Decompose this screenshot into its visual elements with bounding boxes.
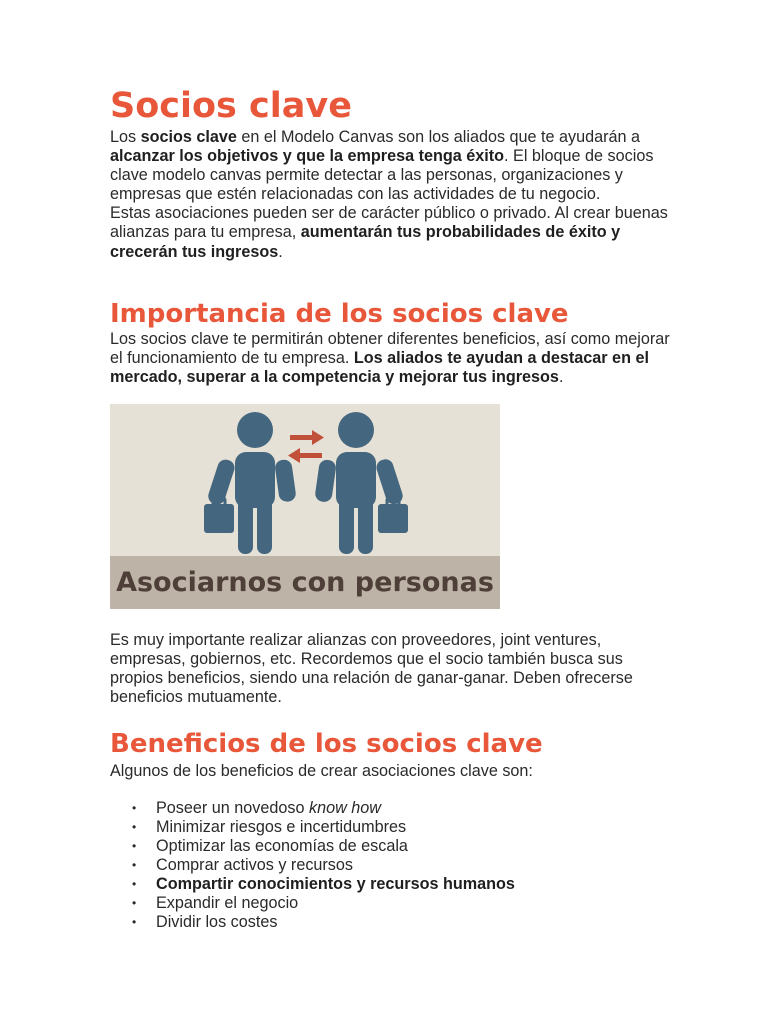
intro-bold-goal: alcanzar los objetivos y que la empresa tenga éxito [110, 147, 505, 166]
benefit-item [110, 856, 670, 875]
benefit-item [110, 837, 670, 856]
bullet-icon: • [132, 858, 137, 872]
benefits-heading: Beneficios de los socios clave [110, 729, 543, 759]
benefits-list [110, 799, 670, 932]
benefit-text: Minimizar riesgos e incertidumbres [156, 818, 407, 836]
benefit-item [110, 818, 670, 837]
importance-bold: Los aliados te ayudan a destacar en el mercado, superar a la competencia y mejorar tus ingresos [110, 349, 649, 387]
intro-bold-benefit: aumentarán tus probabilidades de éxito y crecerán tus ingresos [110, 223, 621, 261]
benefit-text: Compartir conocimientos y recursos humanos [156, 875, 515, 893]
importance-text: . [558, 368, 564, 387]
intro-text: . [278, 242, 283, 261]
bullet-icon: • [132, 896, 137, 910]
intro-text: Los [110, 128, 141, 146]
benefit-text: Expandir el negocio [156, 894, 299, 912]
benefit-item [110, 875, 670, 894]
benefit-item [110, 913, 670, 932]
bullet-icon: • [132, 839, 137, 853]
page-title: Socios clave [110, 86, 352, 126]
importance-paragraph [110, 330, 670, 387]
intro-paragraph [110, 128, 670, 262]
bullet-icon: • [132, 801, 137, 815]
benefit-text: Poseer un novedoso [156, 799, 309, 817]
benefit-text: Optimizar las economías de escala [156, 837, 408, 855]
benefit-italic: know how [309, 799, 381, 817]
partners-illustration-svg [110, 404, 500, 609]
bullet-icon: • [132, 820, 137, 834]
benefit-item [110, 799, 670, 818]
intro-bold-term: socios clave [140, 128, 237, 146]
importance-text: Los socios clave te permitirán obtener diferentes beneficios, así como mejorar el funcionamiento de tu empresa. [110, 330, 670, 368]
benefit-text: Comprar activos y recursos [156, 856, 354, 874]
importance-heading: Importancia de los socios clave [110, 299, 569, 329]
bullet-icon: • [132, 877, 137, 891]
benefit-item [110, 894, 670, 913]
intro-text: en el Modelo Canvas son los aliados que te ayudarán a [236, 128, 641, 146]
intro-text: Estas asociaciones pueden ser de carácter público o privado. Al crear buenas alianzas para tu empresa, [110, 204, 668, 242]
bullet-icon: • [132, 915, 137, 929]
alliances-paragraph: Es muy importante realizar alianzas con proveedores, joint ventures, empresas, gobiernos, etc. Recordemos que el socio también busca sus propios beneficios, siendo una relación de ganar-ganar. Deben ofrecerse beneficios mutuamente. [110, 631, 633, 707]
benefits-intro: Algunos de los beneficios de crear asociaciones clave son: [110, 762, 533, 780]
illustration-caption: Asociarnos con personas [116, 567, 494, 598]
intro-text: . El bloque de socios clave modelo canvas permite detectar a las personas, organizaciones y empresas que estén relacionadas con las actividades de tu negocio. [110, 147, 654, 204]
benefit-text: Dividir los costes [156, 913, 278, 931]
partners-illustration [110, 404, 500, 609]
